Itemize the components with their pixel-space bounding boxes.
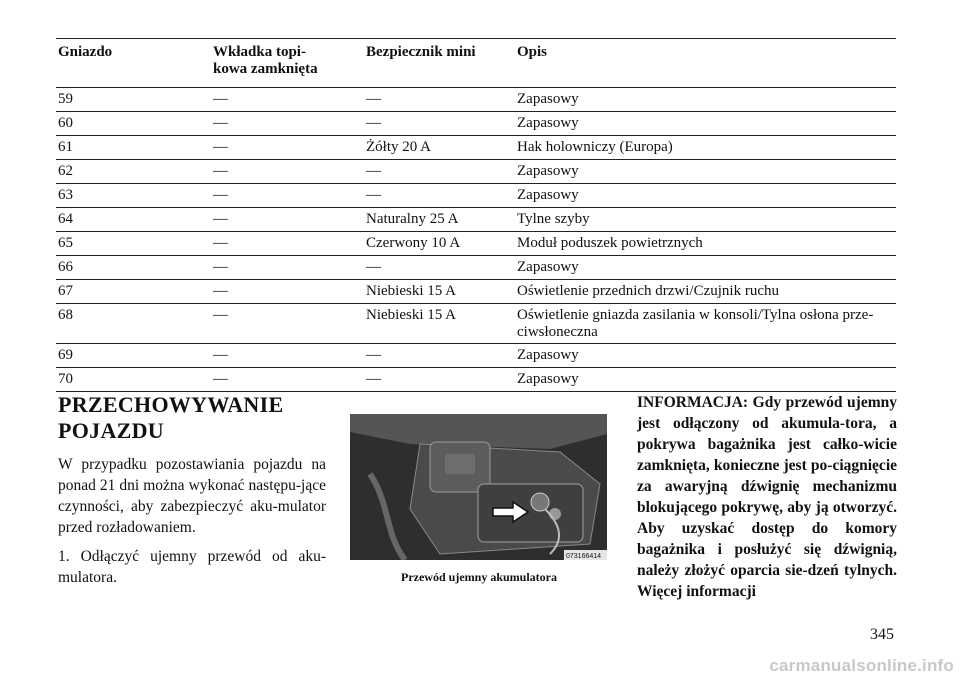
table-row	[56, 112, 896, 136]
cell-cartridge: —	[207, 88, 360, 112]
section-intro: W przypadku pozostawiania pojazdu na ponad 21 dni można wykonać następu-jące czynności, aby zabezpieczyć aku-mulator przed rozładowaniem.	[58, 456, 326, 536]
cell-description: Moduł poduszek powietrznych	[511, 232, 896, 256]
cell-mini: Niebieski 15 A	[360, 304, 511, 344]
cell-description: Zapasowy	[511, 88, 896, 112]
cell-cartridge: —	[207, 368, 360, 392]
watermark: carmanualsonline.info	[769, 656, 954, 675]
table-row	[56, 160, 896, 184]
table-row	[56, 304, 896, 344]
cell-cartridge: —	[207, 232, 360, 256]
cell-socket: 64	[56, 208, 207, 232]
cell-mini: —	[360, 344, 511, 368]
battery-photo	[350, 414, 607, 560]
cell-socket: 62	[56, 160, 207, 184]
cell-cartridge: —	[207, 184, 360, 208]
table-row	[56, 280, 896, 304]
cell-socket: 59	[56, 88, 207, 112]
cell-mini: —	[360, 256, 511, 280]
cell-mini: —	[360, 368, 511, 392]
cell-socket: 60	[56, 112, 207, 136]
figure-caption: Przewód ujemny akumulatora	[401, 570, 557, 584]
col-header-mini-fuse: Bezpiecznik mini	[360, 39, 511, 88]
cell-cartridge: —	[207, 208, 360, 232]
cell-socket: 69	[56, 344, 207, 368]
table-row	[56, 344, 896, 368]
cell-mini: —	[360, 88, 511, 112]
cell-cartridge: —	[207, 160, 360, 184]
cell-socket: 63	[56, 184, 207, 208]
cell-mini: Czerwony 10 A	[360, 232, 511, 256]
section-heading: PRZECHOWYWANIE POJAZDU	[58, 392, 284, 443]
col-header-socket: Gniazdo	[56, 39, 207, 88]
cell-mini: —	[360, 112, 511, 136]
cell-cartridge: —	[207, 112, 360, 136]
cell-description: Zapasowy	[511, 344, 896, 368]
table-header-row	[56, 39, 896, 88]
battery-figure	[350, 414, 608, 585]
cell-socket: 65	[56, 232, 207, 256]
table-row	[56, 256, 896, 280]
cell-description: Zapasowy	[511, 368, 896, 392]
page-number: 345	[870, 626, 894, 643]
table-body	[56, 88, 896, 392]
col-header-cartridge-fuse: Wkładka topi- kowa zamknięta	[207, 39, 360, 88]
cell-mini: Naturalny 25 A	[360, 208, 511, 232]
table-row	[56, 232, 896, 256]
table-row	[56, 368, 896, 392]
cell-mini: Niebieski 15 A	[360, 280, 511, 304]
cell-mini: —	[360, 160, 511, 184]
cell-cartridge: —	[207, 256, 360, 280]
cell-cartridge: —	[207, 344, 360, 368]
note-text: INFORMACJA: Gdy przewód ujemny jest odłączony od akumula-tora, a pokrywa bagażnika jest całko-wicie zamknięta, konieczne jest po-ciągnięcie za awaryjną dźwignię mechanizmu blokującego pokrywę, aby ją otworzyć. Aby uzyskać dostęp do komory bagażnika i posłużyć się dźwignią, należy złożyć oparcia sie-dzeń tylnych. Więcej informacji	[637, 394, 897, 600]
cell-cartridge: —	[207, 136, 360, 160]
figure-code: 073166414	[566, 553, 602, 560]
cell-socket: 66	[56, 256, 207, 280]
cell-description: Zapasowy	[511, 160, 896, 184]
table-row	[56, 208, 896, 232]
note-column	[637, 392, 897, 602]
cell-cartridge: —	[207, 280, 360, 304]
cell-description: Hak holowniczy (Europa)	[511, 136, 896, 160]
cell-mini: —	[360, 184, 511, 208]
cell-description: Oświetlenie gniazda zasilania w konsoli/Tylna osłona prze- ciwsłoneczna	[511, 304, 896, 344]
cell-socket: 70	[56, 368, 207, 392]
cell-socket: 67	[56, 280, 207, 304]
step-1: 1. Odłączyć ujemny przewód od aku-mulatora.	[58, 548, 326, 586]
cell-description: Oświetlenie przednich drzwi/Czujnik ruchu	[511, 280, 896, 304]
cell-description: Zapasowy	[511, 184, 896, 208]
table-row	[56, 136, 896, 160]
table-row	[56, 184, 896, 208]
cell-mini: Żółty 20 A	[360, 136, 511, 160]
fuse-table	[56, 38, 896, 392]
cell-description: Zapasowy	[511, 256, 896, 280]
cell-description: Zapasowy	[511, 112, 896, 136]
table-row	[56, 88, 896, 112]
cell-cartridge: —	[207, 304, 360, 344]
col-header-description: Opis	[511, 39, 896, 88]
vehicle-storage-section	[58, 392, 326, 596]
cell-description: Tylne szyby	[511, 208, 896, 232]
battery-compartment-illustration	[350, 414, 607, 560]
cell-socket: 68	[56, 304, 207, 344]
cell-socket: 61	[56, 136, 207, 160]
